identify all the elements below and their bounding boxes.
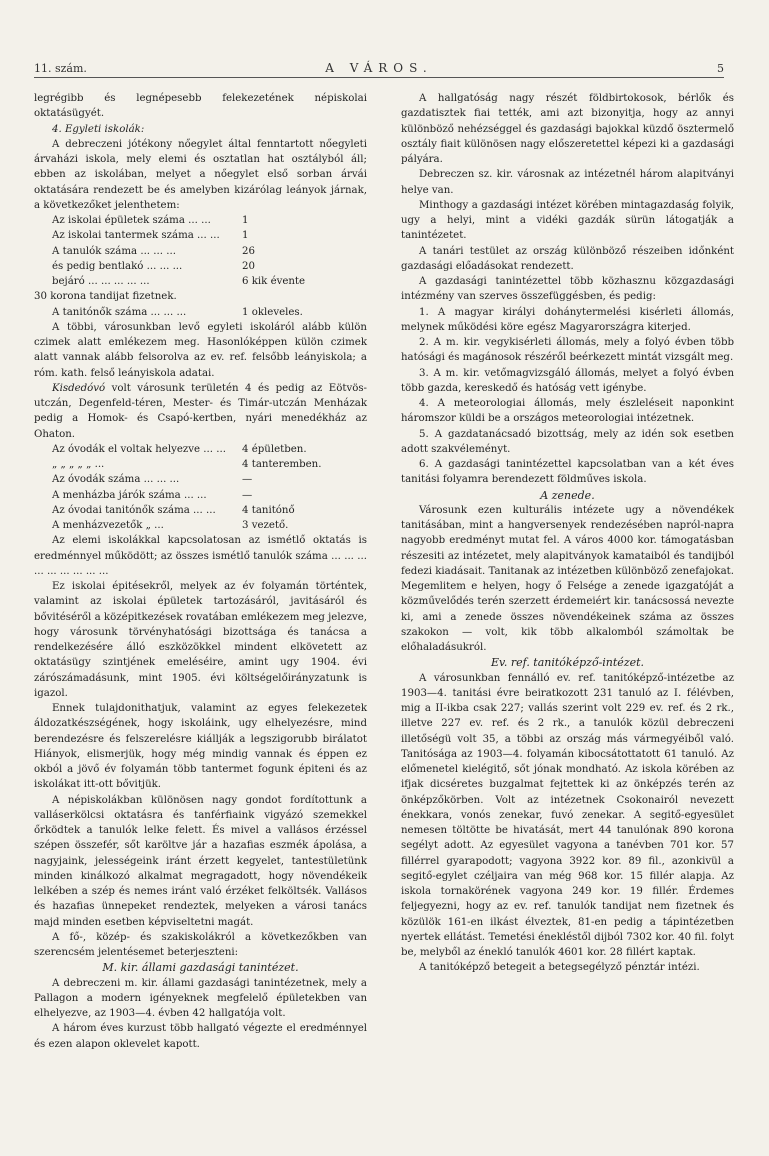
- paragraph: A népiskolákban különösen nagy gondot fordítottunk a valláserkölcsi oktatásra és tanférfiaink vigyázó szemekkel őrködtek a tanulók lelke felett. És mivel a vallásos érzéssel szépen összefér, sőt karöltve jár a hazafias eszmék ápolása, a nagyjaink, jelességeink iránt érzett kegyelet, tantestületünk minden kinálkozó alkalmat megragadott, hogy növendékeik lelkében a szép és nemes iránt való érzéket felköltsék. Vallásos és hazafias ünnepeket rendeztek, melyeken a városi tanács majd minden esetben képviseltetni magát.: [34, 794, 367, 928]
- stat-row: A tanitónők száma ... ... ... 1 okleveles.: [52, 306, 303, 318]
- paragraph: A fő-, közép- és szakiskolákról a következőkben van szerencsém jelentésemet beterjeszteni:: [34, 931, 367, 958]
- list-item: 2. A m. kir. vegykisérleti állomás, mely a folyó évben több hatósági és magánosok részéről beérkezett mintát vizsgált meg.: [401, 337, 734, 364]
- issue-number: 11. szám.: [34, 62, 87, 75]
- paragraph: A tanitóképző betegeit a betegsegélyző pénztár intézi.: [419, 962, 700, 974]
- paragraph-kisdedovo: Kisdedóvó volt városunk területén 4 és pedig az Eötvös-utczán, Degenfeld-téren, Mester- és Timár-utczán Menházak pedig a Homok- és Csapó-kertben, nyári menedékház az Ohaton.: [34, 382, 367, 440]
- right-column: [401, 91, 734, 976]
- stat-row: A menházba járók száma ... ... —: [52, 489, 253, 501]
- paragraph: A többi, városunkban levő egyleti iskoláról alább külön czimek alatt emlékezem meg. Hasonlóképpen külön czimek alatt vannak alább felsorolva az ev. ref. felsőbb leányiskola; a róm. kath. felső leányiskola adatai.: [34, 321, 367, 379]
- list-item: 1. A magyar királyi dohánytermelési kisérleti állomás, melynek működési köre egész Magyarországra kiterjed.: [401, 306, 734, 333]
- publication-title: A VÁROS.: [325, 61, 433, 75]
- section-heading-zenede: A zenede.: [540, 488, 595, 502]
- section-heading-egyleti: 4. Egyleti iskolák:: [52, 123, 145, 135]
- stat-row: Az óvodai tanitónők száma ... ... 4 tanitónő: [52, 504, 295, 516]
- paragraph: A debreczeni m. kir. állami gazdasági tanintézetnek, mely a Pallagon a modern igényeknek megfelelő épületekben van elhelyezve, az 1903—4. évben 42 hallgatója volt.: [34, 977, 367, 1019]
- section-heading-evref: Ev. ref. tanitóképző-intézet.: [490, 656, 645, 670]
- left-column: [34, 91, 367, 1052]
- paragraph: legrégibb és legnépesebb felekezetének népiskolai oktatásügyét.: [34, 93, 367, 120]
- paragraph: Minthogy a gazdasági intézet körében mintagazdaság folyik, ugy a helyi, mint a vidéki gazdák sürün látogatják a tanintézetet.: [401, 199, 734, 242]
- stat-row: Az iskolai tantermek száma ... ... 1: [52, 230, 249, 242]
- paragraph: A gazdasági tanintézettel több közhasznu közgazdasági intézmény van szerves összefüggésben, és pedig:: [401, 276, 734, 303]
- stat-row: és pedig bentlakó ... ... ... 20: [52, 260, 255, 272]
- page-number: 5: [717, 62, 724, 75]
- list-item: 4. A meteorologiai állomás, mely észleléseit naponkint háromszor küldi be a országos meteorologiai intézetnek.: [401, 398, 734, 425]
- stat-row: Az iskolai épületek száma ... ... 1: [52, 215, 249, 226]
- page-header: [34, 58, 724, 78]
- paragraph: A tanári testület az ország különböző részeiben időnként gazdasági előadásokat rendezett.: [401, 245, 734, 272]
- stat-row: Az óvodák el voltak helyezve ... ... 4 épületben.: [52, 443, 307, 455]
- list-item: 3. A m. kir. vetőmagvizsgáló állomás, melyet a folyó évben több gazda, kereskedő és hatóság vett igénybe.: [401, 367, 734, 394]
- stat-row: A menházvezetők „ ... 3 vezető.: [52, 520, 289, 531]
- paragraph: 30 korona tandijat fizetnek.: [34, 291, 177, 303]
- paragraph: Ez iskolai épitésekről, melyek az év folyamán történtek, valamint az iskolai épületek tartozásáról, javitásáról és bővitéséről a középitkezések rovatában emlékezem meg jelezve, hogy városunk törvényhatósági bizottsága és tanácsa a rendelkezésére álló eszközökkel mindent elkövetett az oktatásügy szintjének emeléséire, amint ugy 1904. évi zárószámadásunk, mint 1905. évi költségelőirányzatunk is igazol.: [34, 581, 367, 699]
- kisdedovo-heading: Kisdedóvó: [52, 382, 106, 394]
- header-rule: [34, 77, 724, 78]
- list-item: 5. A gazdatanácsadó bizottság, mely az idén sok esetben adott szakvéleményt.: [401, 428, 734, 455]
- paragraph: A hallgatóság nagy részét földbirtokosok, bérlők és gazdatisztek fiai tették, ami azt bizonyitja, hogy az annyi különböző nehézséggel és gazdasági bajokkal küzdő ösztermelő osztály fiait különösen nagy előszeretettel képezi ki a gazdasági pályára.: [401, 93, 734, 165]
- stat-row: Az óvodák száma ... ... ... —: [52, 474, 253, 486]
- paragraph: Városunk ezen kulturális intézete ugy a növendékek tanitásában, mint a hangversenyek rendezésében napról-napra nagyobb eredményt mutat fel. A város 4000 kor. támogatásban részesiti az intézetet, mely alapitványok kamataiból és tandijból fedezi kiadásait. Tanitanak az intézetben különböző zenefajokat. Megemlitem e helyen, hogy ő Felsége a zenede igazgatóját a közművelődés terén szerzett érdemeiért kir. tanácsossá nevezte ki, ami a zenede összes növendékeinek száma az összes szakokon — volt, kik több alkalomból számoltak be előhaladásukról.: [401, 504, 734, 653]
- stat-row: „ „ „ „ „ ... 4 tanteremben.: [52, 459, 322, 470]
- paragraph: A debreczeni jótékony nőegylet által fenntartott nőegyleti árvaházi iskola, mely elemi és osztatlan hat osztályból áll; ebben az iskolában, melyet a nőegylet első sorban árvái oktatására rendezett be és amelyben kizárólag leányok járnak, a következőket jelenthetem:: [34, 138, 367, 211]
- paragraph: Debreczen sz. kir. városnak az intézetnél három alapitványi helye van.: [401, 169, 734, 196]
- paragraph: Az elemi iskolákkal kapcsolatosan az ismétlő oktatás is eredménnyel működött; az összes ismétlő tanulók száma ... ... ... ... ... ... ... ... ...: [34, 535, 367, 577]
- stat-row: A tanulók száma ... ... ... 26: [52, 245, 255, 257]
- paragraph: A városunkban fennálló ev. ref. tanitóképző-intézetbe az 1903—4. tanitási évre beiratkozott 231 tanuló az I. félévben, mig a II-ikba csak 227; vallás szerint volt 229 ev. ref. és 2 rk., illetve 227 ev. ref. és 2 rk., a tanulók közül debreczeni illetőségü volt 35, a többi az ország más vármegyéiből való. Tanitósága az 1903—4. folyamán kibocsátottatott 61 tanuló. Az előmenetel kielégitő, sőt jónak mondható. Az iskola körében az ifjak dicséretes buzgalmat fejtettek ki az önképzés terén az önképzőkörben. Volt az intézetnek Csokonairól nevezett énekkara, vonós zenekar, fuvó zenekar. A segitő-egyesület nemesen töltötte be hivatását, mert 44 tanulónak 890 korona segélyt adott. Az egyesület vagyona a tanévben 701 kor. 57 fillérrel gyarapodott; vagyona 3922 kor. 89 fil., azonkivül a segitő-egylet czéljaira van még 968 kor. 15 fillér alapja. Az iskola tornakörének vagyona 249 kor. 19 fillér. Érdemes feljegyezni, hogy az ev. ref. tanulók tandijat nem fizetnek és közülök 161-en ilkást élveztek, 81-en pedig a tápintézetben nyertek ellátást. Temetési énekléstől dijból 7302 kor. 40 fil. folyt be, melyből az énekló tanulók 4601 kor. 28 fillért kaptak.: [401, 672, 734, 958]
- paragraph: A három éves kurzust több hallgató végezte el eredménnyel és ezen alapon oklevelet kapott.: [34, 1023, 367, 1050]
- list-item: 6. A gazdasági tanintézettel kapcsolatban van a két éves tanitási folyamra berendezett földműves iskola.: [401, 459, 734, 486]
- section-heading-mkir: M. kir. állami gazdasági tanintézet.: [102, 961, 299, 975]
- stat-row: bejáró ... ... ... ... ... 6 kik évente: [52, 276, 306, 287]
- paragraph: Ennek tulajdonithatjuk, valamint az egyes felekezetek áldozatkészségének, hogy iskoláink, ugy elhelyezésre, mind berendezésre és felszerelésre kiállják a legszigorubb birálatot Hiányok, elismerjük, hogy még mindig vannak és éppen ez okból a jövő év folyamán több tantermet fogunk épiteni és az iskolákat itt-ott bővitjük.: [34, 703, 367, 791]
